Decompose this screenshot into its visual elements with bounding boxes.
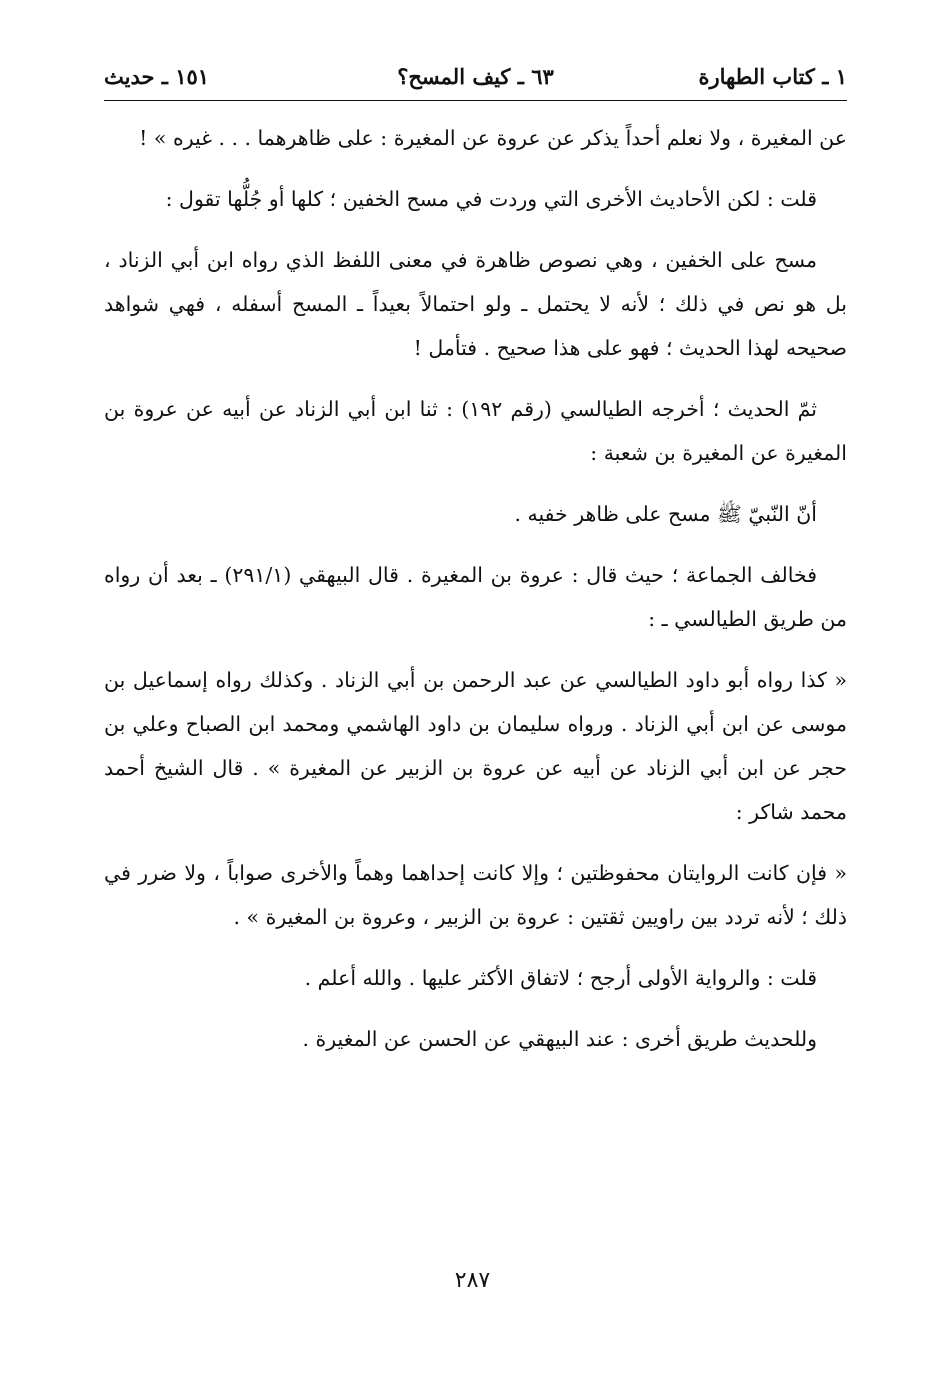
header-book-title: ١ ـ كتاب الطهارة: [698, 64, 847, 89]
quoted-paragraph: « فإن كانت الروايتان محفوظتين ؛ وإلا كانت إحداهما وهماً والأخرى صواباً ، ولا ضرر في ذلك ؛ لأنه تردد بين راويين ثقتين : عروة بن الزبير ، وعروة بن المغيرة » .: [104, 861, 847, 929]
running-header: [104, 60, 847, 101]
page-number: ٢٨٧: [454, 1268, 491, 1293]
paragraph: عن المغيرة ، ولا نعلم أحداً يذكر عن عروة عن المغيرة : على ظاهرهما . . . غيره » !: [139, 126, 847, 150]
paragraph: وللحديث طريق أخرى : عند البيهقي عن الحسن عن المغيرة .: [302, 1027, 817, 1051]
header-hadith-number: ١٥١ ـ حديث: [104, 64, 210, 89]
paragraph: مسح على الخفين ، وهي نصوص ظاهرة في معنى اللفظ الذي رواه ابن أبي الزناد ، بل هو نص في ذلك ؛ لأنه لا يحتمل ـ ولو احتمالاً بعيداً ـ المسح أسفله ، فهي شواهد صحيحه لهذا الحديث ؛ فهو على هذا صحيح . فتأمل !: [104, 248, 847, 360]
paragraph: قلت : والرواية الأولى أرجح ؛ لاتفاق الأكثر عليها . والله أعلم .: [304, 966, 817, 990]
paragraph: فخالف الجماعة ؛ حيث قال : عروة بن المغيرة . قال البيهقي (٢٩١/١) ـ بعد أن رواه من طريق الطيالسي ـ :: [104, 563, 847, 631]
paragraph: ثمّ الحديث ؛ أخرجه الطيالسي (رقم ١٩٢) : ثنا ابن أبي الزناد عن أبيه عن عروة بن المغيرة عن المغيرة بن شعبة :: [104, 397, 847, 465]
page-body: [104, 116, 847, 1061]
header-chapter-title: ٦٣ ـ كيف المسح؟: [397, 64, 554, 89]
paragraph: أنّ النّبيّ ﷺ مسح على ظاهر خفيه .: [514, 502, 817, 526]
paragraph: قلت : لكن الأحاديث الأخرى التي وردت في مسح الخفين ؛ كلها أو جُلُّها تقول :: [165, 187, 817, 211]
quoted-paragraph: « كذا رواه أبو داود الطيالسي عن عبد الرحمن بن أبي الزناد . وكذلك رواه إسماعيل بن موسى عن ابن أبي الزناد . ورواه سليمان بن داود الهاشمي ومحمد ابن الصباح وعلي بن حجر عن ابن أبي الزناد عن أبيه عن عروة بن الزبير عن المغيرة » . قال الشيخ أحمد محمد شاكر :: [104, 668, 847, 824]
